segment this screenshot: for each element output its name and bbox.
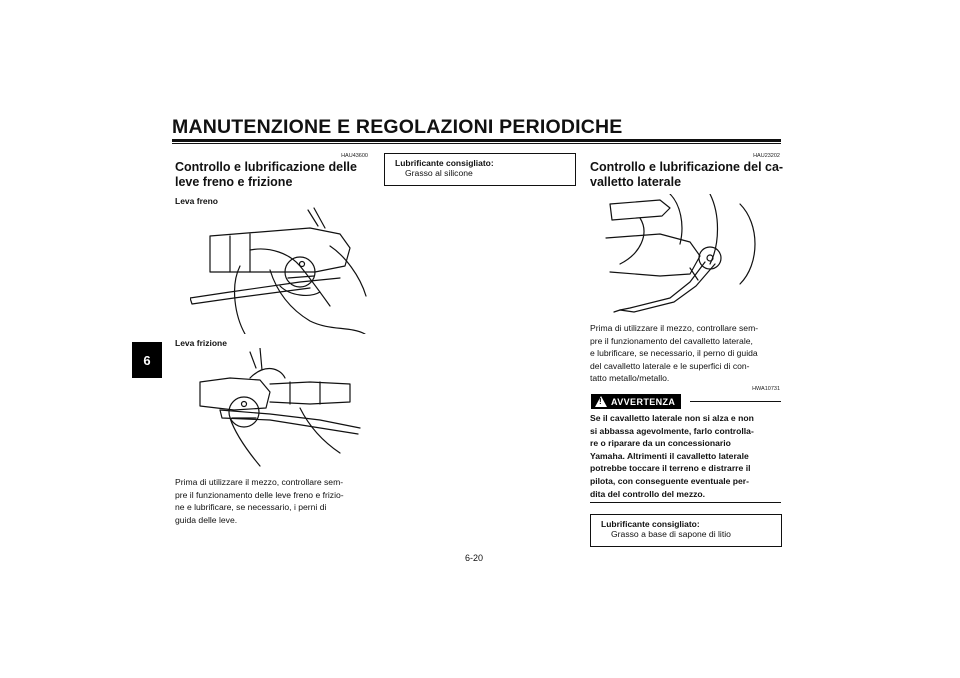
brake-lever-drawing (190, 206, 370, 334)
section-title-line: leve freno e frizione (175, 175, 293, 189)
header-rule (172, 139, 781, 142)
body-line: tatto metallo/metallo. (590, 373, 670, 384)
section-code: HAU23202 (753, 153, 780, 159)
lubricant-value: Grasso a base di sapone di litio (611, 529, 731, 539)
lubricant-box-sidestand (590, 514, 782, 547)
warning-code: HWA10731 (752, 386, 780, 392)
levers-body-text (175, 476, 368, 526)
warning-label: AVVERTENZA (611, 396, 676, 407)
clutch-lever-drawing (190, 348, 370, 468)
page-number: 6-20 (465, 553, 484, 563)
lubricant-box-levers (384, 153, 576, 186)
lubricant-label: Lubrificante consigliato: (395, 158, 494, 168)
warning-rule-top (690, 401, 781, 402)
warning-line: Se il cavalletto laterale non si alza e non (590, 413, 754, 423)
section-title-levers (175, 160, 375, 190)
warning-line: dita del controllo del mezzo. (590, 488, 706, 499)
clutch-lever-illustration (190, 348, 370, 468)
section-title-line: Controllo e lubrificazione delle (175, 160, 357, 174)
warning-triangle-icon: ! (595, 396, 607, 407)
warning-text (590, 412, 782, 500)
section-code: HAU43600 (341, 153, 368, 159)
brake-lever-illustration (190, 206, 370, 334)
warning-line: re o riparare da un concessionario (590, 438, 731, 449)
body-line: del cavalletto laterale e le superfici di con- (590, 360, 750, 371)
warning-line: si abbassa agevolmente, farlo controlla- (590, 425, 754, 436)
brake-lever-label: Leva freno (175, 196, 218, 206)
body-line: Prima di utilizzare il mezzo, controllare sem- (175, 477, 344, 487)
page-header-title: MANUTENZIONE E REGOLAZIONI PERIODICHE (172, 116, 623, 138)
body-line: e lubrificare, se necessario, il perno di guida (590, 348, 758, 359)
warning-line: pilota, con conseguente eventuale per- (590, 475, 750, 486)
body-line: guida delle leve. (175, 514, 238, 525)
lubricant-label: Lubrificante consigliato: (601, 519, 700, 529)
warning-rule-bottom (590, 502, 781, 503)
body-line: pre il funzionamento delle leve freno e frizio- (175, 489, 344, 500)
header-rule-thin (172, 143, 781, 144)
sidestand-body-text (590, 322, 782, 385)
warning-badge (591, 394, 681, 409)
clutch-lever-label: Leva frizione (175, 338, 227, 348)
sidestand-drawing (600, 194, 770, 316)
lubricant-value: Grasso al silicone (405, 168, 473, 178)
body-line: pre il funzionamento del cavalletto laterale, (590, 335, 753, 346)
section-title-line: Controllo e lubrificazione del ca- (590, 160, 784, 174)
section-title-sidestand (590, 160, 785, 190)
body-line: Prima di utilizzare il mezzo, controllare sem- (590, 323, 759, 333)
section-title-line: valletto laterale (590, 175, 682, 189)
warning-line: Yamaha. Altrimenti il cavalletto laterale (590, 450, 749, 461)
body-line: ne e lubrificare, se necessario, i perni di (175, 502, 327, 513)
warning-line: potrebbe toccare il terreno e distrarre il (590, 463, 751, 474)
sidestand-illustration (600, 194, 770, 316)
chapter-tab: 6 (132, 342, 162, 378)
